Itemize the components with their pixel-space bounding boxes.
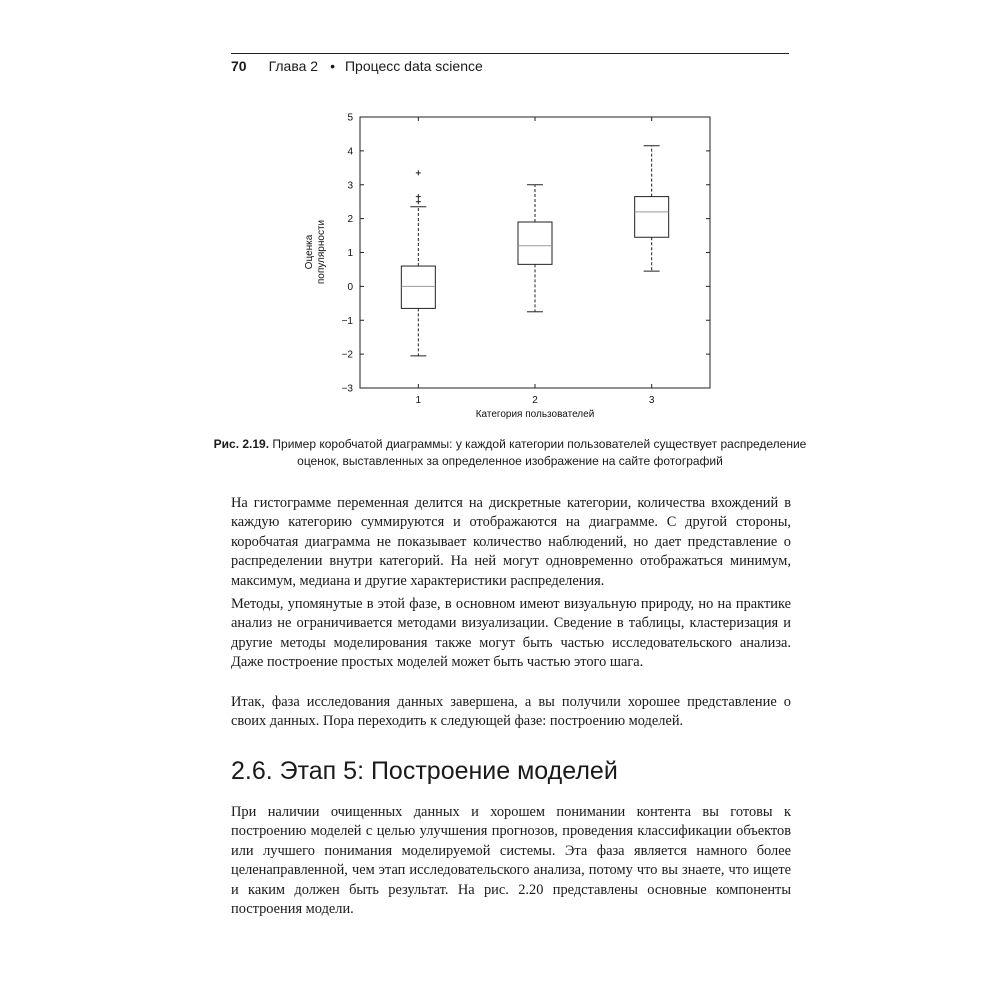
y-axis-label-line-2: популярности — [316, 219, 327, 285]
x-tick-label: 1 — [415, 395, 422, 406]
header-rule — [231, 53, 789, 54]
y-tick-label: −1 — [341, 315, 353, 327]
y-tick-label: 5 — [347, 112, 353, 124]
figure-caption-label: Рис. 2.19. — [213, 437, 270, 451]
y-tick-label: −3 — [341, 383, 353, 395]
section-paragraph: При наличии очищенных данных и хорошем понимании контента вы готовы к построению моделей с целью улучшения прогнозов, проведения классификации объектов или лучшего понимания моделируемой системы. Эта фаза является намного более целенаправленной, чем этап исследовательского анализа, потому что вы знаете, что ищете и каким должен быть результат. На рис. 2.20 представлены основные компоненты построения модели. — [231, 804, 791, 918]
y-tick-label: 4 — [347, 146, 353, 158]
outlier-marker — [416, 170, 421, 175]
box-iqr — [518, 222, 552, 264]
outlier-marker — [416, 199, 421, 204]
box-iqr — [401, 266, 435, 308]
body-paragraph: Методы, упомянутые в этой фазе, в основном имеют визуальную природу, но на практике анализ не ограничивается методами визуализации. Сведение в таблицы, кластеризация и другие методы моделирования также могут быть частью исследовательского анализа. Даже построение простых моделей может быть частью этого шага. — [231, 596, 791, 671]
section-heading: 2.6. Этап 5: Построение моделей — [231, 757, 618, 785]
x-tick-label: 2 — [532, 395, 538, 406]
figure-caption-text: Пример коробчатой диаграммы: у каждой категории пользователей существует распределение оценок, выставленных за определенное изображение на сайте фотографий — [272, 437, 807, 468]
y-tick-label: −2 — [341, 349, 353, 361]
y-tick-label: 2 — [347, 214, 353, 226]
box-plot-chart — [290, 100, 730, 430]
outlier-marker — [416, 194, 421, 199]
y-tick-label: 1 — [347, 248, 353, 259]
body-paragraph: На гистограмме переменная делится на дискретные категории, количества вхождений в каждую категорию суммируются и отображаются на диаграмме. С другой стороны, коробчатая диаграмма не показывает количество наблюдений, но дает представление о распределении внутри категорий. На ней могут одновременно отображаться минимум, максимум, медиана и другие характеристики распределения. — [231, 495, 791, 589]
y-tick-label: 3 — [347, 180, 353, 192]
running-header — [231, 58, 789, 74]
x-axis-label: Категория пользователей — [475, 409, 595, 420]
box-iqr — [635, 197, 669, 238]
y-tick-label: 0 — [347, 281, 353, 293]
page-number: 70 — [231, 58, 247, 74]
y-axis-label-line-1: Оценка — [304, 234, 315, 270]
header-bullet: • — [330, 58, 335, 74]
header-title: Процесс data science — [344, 58, 483, 74]
body-paragraph: Итак, фаза исследования данных завершена, а вы получили хорошее представление о своих данных. Пора переходить к следующей фазе: построению моделей. — [231, 694, 791, 730]
x-tick-label: 3 — [648, 395, 655, 406]
chapter-label: Глава 2 — [268, 58, 319, 74]
figure-caption — [200, 436, 820, 470]
